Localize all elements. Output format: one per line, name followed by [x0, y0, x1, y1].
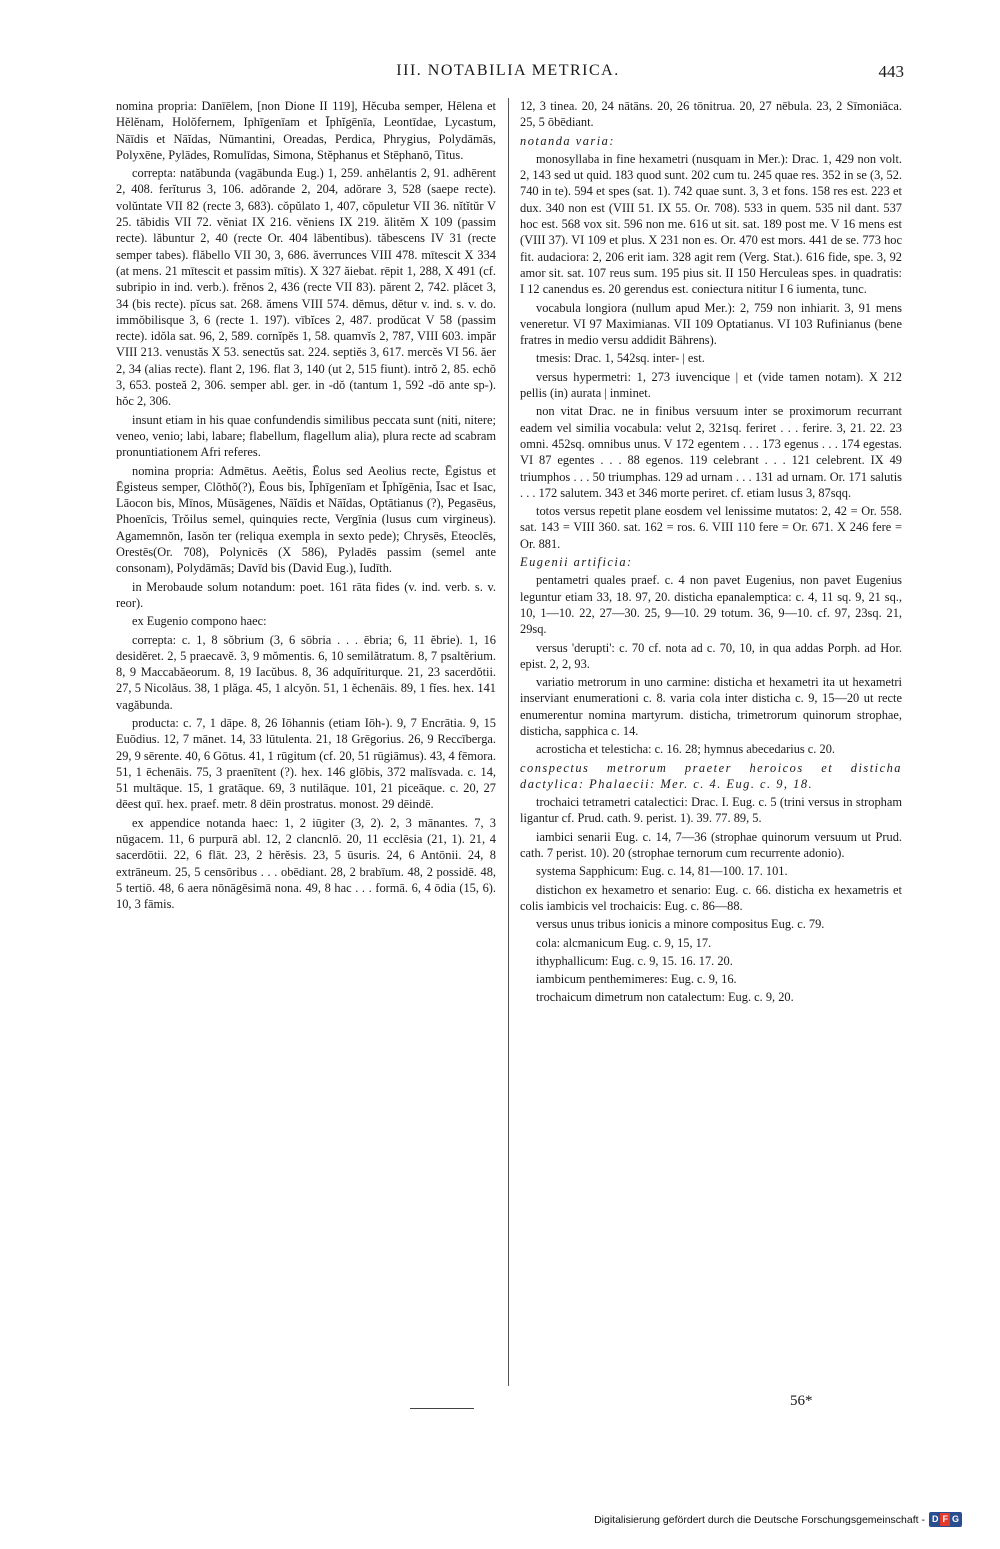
paragraph: distichon ex hexametro et senario: Eug. c. 66. disticha ex hexametris et colis iambicis vel trochaicis: Eug. c. 86—88.: [520, 882, 902, 913]
left-column: [116, 98, 496, 915]
paragraph: cola: alcmanicum Eug. c. 9, 15, 17.: [536, 935, 712, 950]
paragraph: versus 'derupti': c. 70 cf. nota ad c. 70, 10, in qua addas Porph. ad Hor. epist. 2, 2, 93.: [520, 640, 902, 671]
paragraph: monosyllaba in fine hexametri (nusquam in Mer.): Drac. 1, 429 non volt. 2, 143 sed ut quid. 183 quod sunt. 202 cum tu. 245 quae res. 352 in se (3, 52. 740 in te). 594 et spes (sat. 1). 742 quae sunt. 3, 3 et fons. 158 res est. 223 et dux. 340 non est (VIII 51. IX 55. Or. 708). 533 in quem. 535 nil dant. 537 hoc est. 568 vox sit. 596 non me. 616 ut sit. sat. 189 post me. V 16 mens est (VIII 37). VI 109 et plus. X 231 non es. Or. 470 est mors. 441 de se. 773 hoc fit. audaciora: 2, 206 erit iam. 328 agit rem (Verg. Stat.). 616 fide, spe. 3, 92 amor sit. sat. 107 reus sum. 195 pius sit. II 150 Herculeas spes. in quadratis: I 12 canendus es. 20 gerendus est. coniectura nititur I 6 iumenta, tunc.: [520, 151, 902, 297]
dfg-logo-letter: D: [931, 1514, 939, 1524]
paragraph: pentametri quales praef. c. 4 non pavet Eugenius, non pavet Eugenius leguntur etiam 33, 18. 97, 20. disticha epanalemptica: c. 4, 11 sq. 9, 21 sq., 10, 1—10. 22, 27—30. 25, 9—10. 29 totum. 36, 9—10. cf. 97, 23sq. 21, 29sq.: [520, 573, 902, 637]
paragraph: producta: c. 7, 1 dāpe. 8, 26 Iōhannis (etiam Iōh-). 9, 7 Encrātia. 9, 15 Euōdius. 12, 7 mānet. 14, 33 lūtulenta. 21, 18 Grēgorius. 26, 9 Reccīberga. 29, 9 sērente. 40, 6 Gōtus. 41, 1 rūgitum (cf. 20, 51 rūgiāmus). 43, 4 fēmora. 51, 1 ēchenāis. 75, 3 praenītent (?). hex. 146 glōbis, 372 malīsvada. c. 14, 51 multāque. 15, 1 gratāque. 69, 3 nutilāque. 101, 21 piceāque. c. 20, 27 dēest quī. hex. praef. metr. 8 dēin prostratus. monost. 29 dēindē.: [116, 715, 496, 812]
paragraph: nomina propria: Admētus. Aeĕtis, Ēolus sed Aeolius recte, Ēgistus et Ēgisteus semper, Clŏthŏ(?), Ēous bis, Īphīgenīam et Īphĭgēnia, Īsac et Isac, Lāocon bis, Mīnos, Mūsāgenes, Nāĭdis et Nāĭdas, Optātianus (?), Pegasēus, Phoenīcis, Trŏilus semel, quinquies recte, Vergīnia (lusus cum virgineus). Agamemnŏn, Iasŏn ter (reliqua exempla in sexto pede); Chrysēs, Eteoclēs, Orestēs(Or. 708), Polynicēs (X 586), Pyladēs passim (semel ante consonam), Polydāmās; Davīd bis (David Eug.), Iudīth.: [116, 463, 496, 576]
paragraph: ex appendice notanda haec: 1, 2 iūgiter (3, 2). 2, 3 mānantes. 7, 3 nūgacem. 11, 6 purpurā abl. 12, 2 clancnlō. 20, 11 ecclēsia (21, 1). 21, 4 sacerdōtii. 22, 6 flāt. 23, 2 hērĕsis. 23, 5 ūsuris. 24, 6 Antōnii. 24, 8 extrāneum. 25, 5 censōribus . . . obēdiant. 28, 2 brabīum. 48, 2 possidē. 48, 5 tertiō. 48, 6 aera nōnāgēsimā nona. 49, 8 hac . . . formā. 6, 4 ōdia (15, 6). 10, 3 fāmis.: [116, 815, 496, 912]
paragraph: nomina propria: Danīēlem, [non Dione II 119], Hĕcuba semper, Hēlena et Hĕlĕnam, Holŏfernem, Iphīgenīam et Īphĭgēnīa, Leontīdae, Lycastum, Nāīdis et Nāĭdas, Nūmantini, Oreadas, Perdica, Phrygius, Polydāmās, Polyxēne, Pylādes, Romulīdas, Simona, Stĕphanus et Stēphanō, Titus.: [116, 99, 496, 162]
paragraph: ex Eugenio compono haec:: [132, 614, 267, 629]
section-heading: conspectus metrorum praeter heroicos et disticha dactylica: Phalaecii: Mer. c. 4. Eug. c. 9, 18.: [520, 760, 902, 791]
paragraph: correpta: c. 1, 8 sŏbrium (3, 6 sōbria . . . ēbria; 6, 11 ĕbrie). 1, 16 desidĕret. 2, 5 praecavĕ. 3, 9 mŏmentis. 6, 10 semilătratum. 8, 7 psaltĕrium. 8, 9 Maccabăeorum. 8, 19 Iacŭbus. 8, 36 adquĭriturque. 21, 23 sacerdŏtii. 27, 5 Nicolăus. 38, 1 plăga. 45, 1 alcyŏn. 51, 1 ĕchenāis. 89, 1 fĭes. hex. 141 vagăbunda.: [116, 632, 496, 712]
paragraph: acrosticha et telesticha: c. 16. 28; hymnus abecedarius c. 20.: [536, 742, 835, 757]
paragraph: versus unus tribus ionicis a minore compositus Eug. c. 79.: [536, 917, 825, 932]
paragraph: iambici senarii Eug. c. 14, 7—36 (strophae quinorum versuum ut Prud. cath. 7 perist. 10). 20 (strophae ternorum cum recurrente adonio).: [520, 829, 902, 861]
running-head: [112, 62, 904, 90]
paragraph: versus hypermetri: 1, 273 iuvencique | et (vide tamen notam). X 212 pellis (in) aurata | inminet.: [520, 369, 902, 401]
signature-mark: 56*: [790, 1393, 813, 1409]
section-heading: Eugenii artificia:: [520, 555, 633, 570]
paragraph: insunt etiam in his quae confundendis similibus peccata sunt (niti, nitere; veneo, venio; labi, labare; flabellum, flagellum alia), plura recte ad scabram pronuntiationem Afri referes.: [116, 412, 496, 460]
digitization-credit: [594, 1512, 962, 1527]
paragraph: iambicum penthemimeres: Eug. c. 9, 16.: [536, 972, 737, 987]
paragraph: tmesis: Drac. 1, 542sq. inter- | est.: [536, 351, 705, 366]
dfg-logo: [929, 1512, 962, 1527]
dfg-logo-letter: G: [951, 1514, 959, 1524]
paragraph: systema Sapphicum: Eug. c. 14, 81—100. 17. 101.: [536, 864, 788, 879]
column-divider: [508, 98, 509, 1386]
right-column: [520, 98, 902, 1008]
paragraph: non vitat Drac. ne in finibus versuum inter se proximorum recurrant eadem vel similia vocabula: velut 2, 321sq. feriret . . . ferire. 3, 21. 22. 23 omni. 452sq. omnibus unus. V 172 egentem . . . 173 egenus . . . 174 egestas. VI 87 egentes . . . 88 egenos. 119 celebrant . . . 121 celebrent. IX 49 triumphos . . . 50 triumphas. 129 ad urnam . . . 131 ad urnam. Or. 171 salutis . . . 172 salutem. 343 et 346 morte periret. cf. etiam lusus 3, 87sqq.: [520, 404, 902, 500]
paragraph: correpta: natăbunda (vagābunda Eug.) 1, 259. anhēlantis 2, 91. adhērent 2, 408. ferĭturus 3, 106. adŏrande 2, 204, adŏrare 3, 528 (saepe recte). volŭntate VII 82 (recte 3, 683). cŏpŭlato 1, 407, cŏpuletur VII 36. nĭtĭtŭr V 25. tăbidis VII 72. vĕniat IX 216. vĕniens IX 219. ălitĕm X 109 (passim recte). lăbuntur 2, 40 (recte Or. 404 lābentibus). tăbescens IV 31 (recte semper tabes). flăbello VII 30, 3, 686. ăverrunces VIII 478. mītescit X 334 (at mens. 21 mītescit et passim mītis). X 327 ăiebat. rēpit 1, 288, X 491 (cf. subripio in ind. verb.). frĕnos 2, 436 (recte VII 83). părent 2, 742. plăcet 3, 34 (bis recte). pĭcus sat. 268. ămens VIII 574. dĕmus, dĕtur v. ind. s. v. do. immŏbilisque 3, 6 (recte 1. 197). vībĭces 2, 487. prodŭcat V 58 (passim recte). idŏla sat. 96, 2, 589. cornĭpĕs 1, 58. quamvĭs 2, 787, VIII 603. impăr VIII 213. venustăs X 53. senectŭs sat. 224. septiĕs 3, 617. mercĕs VI 56. ăer 2, 34 (alias recte). flant 2, 196. flat 3, 140 (ut 2, 515 fiunt). intrŏ 2, 85. echŏ 3, 653. posteă 2, 306. semper abl. ger. in -dŏ (tantum 1, 592 -dō ante sp-). hŏc 2, 306.: [116, 166, 496, 409]
running-title: III. NOTABILIA METRICA.: [396, 62, 620, 79]
credit-text: Digitalisierung gefördert durch die Deutsche Forschungsgemeinschaft -: [594, 1513, 925, 1526]
paragraph: variatio metrorum in uno carmine: disticha et hexametri ita ut hexametri inserviant enumerationi c. 8. varia cola inter disticha c. 9, 15—20 ut recte enumerentur nomina martyrum. disticha, trimetrorum quinorum strophae, disticha, sapphica c. 14.: [520, 675, 902, 738]
paragraph: ithyphallicum: Eug. c. 9, 15. 16. 17. 20.: [536, 953, 733, 968]
paragraph: trochaicum dimetrum non catalectum: Eug. c. 9, 20.: [536, 990, 794, 1005]
paragraph: 12, 3 tinea. 20, 24 nātāns. 20, 26 tōnitrua. 20, 27 nēbula. 23, 2 Sīmoniāca. 25, 5 ōbēdiant.: [520, 99, 902, 130]
section-heading: notanda varia:: [520, 133, 615, 148]
page-number: 443: [878, 62, 904, 81]
paragraph: in Merobaude solum notandum: poet. 161 rāta fides (v. ind. verb. s. v. reor).: [116, 579, 496, 610]
footnote-rule: [410, 1408, 474, 1409]
paragraph: trochaici tetrametri catalectici: Drac. I. Eug. c. 5 (trini versus in stropham ligantur cf. Prud. cath. 9. perist. 1). 39. 77. 89, 5.: [520, 795, 902, 826]
paragraph: vocabula longiora (nullum apud Mer.): 2, 759 non inhiarit. 3, 91 mens veneretur. VI 97 Maximianas. VII 109 Optatianus. VI 103 Rufinianus (bene fratres in medio versu addidit Bährens).: [520, 300, 902, 348]
dfg-logo-letter: F: [942, 1514, 948, 1524]
paragraph: totos versus repetit plane eosdem vel lenissime mutatos: 2, 42 = Or. 558. sat. 143 = VIII 360. sat. 162 = ros. 6. VIII 110 fere = Or. 671. X 246 fere = Or. 881.: [520, 504, 902, 551]
